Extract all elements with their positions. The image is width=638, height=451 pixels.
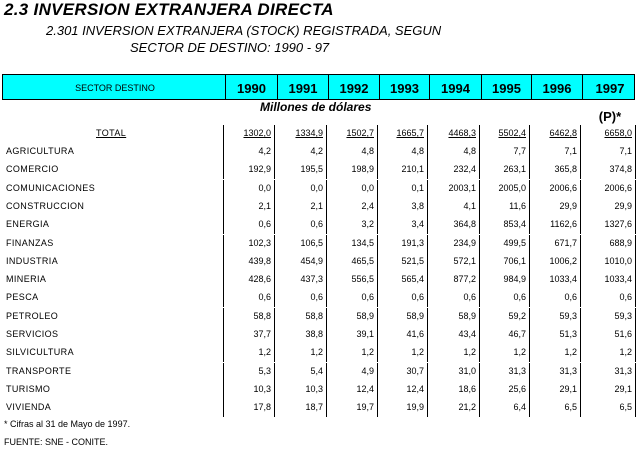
table-cell: 192,9 <box>248 164 271 175</box>
table-cell: 4,2 <box>310 146 323 156</box>
table-cell: 877,2 <box>453 274 476 285</box>
table-cell: 18,7 <box>305 402 323 413</box>
table-cell: 2005,0 <box>498 182 526 193</box>
table-cell: 10,3 <box>305 383 323 394</box>
year-header-cell: 1997 (P)* <box>582 75 637 99</box>
column-divider <box>635 125 636 143</box>
total-cell: 6462,8 <box>549 128 577 138</box>
table-cell: 3,4 <box>411 219 424 230</box>
table-cell: 0,6 <box>513 292 526 303</box>
table-cell: 31,3 <box>614 365 632 376</box>
column-divider <box>635 253 636 271</box>
table-cell: 4,8 <box>463 146 476 156</box>
table-subtitle-period: SECTOR DE DESTINO: 1990 - 97 <box>130 40 330 55</box>
table-row <box>0 271 638 289</box>
column-divider <box>635 381 636 399</box>
sector-label: COMUNICACIONES <box>6 182 96 193</box>
table-cell: 671,7 <box>554 237 577 248</box>
table-cell: 2,1 <box>258 200 271 211</box>
column-divider <box>635 198 636 216</box>
table-cell: 51,6 <box>614 329 632 339</box>
table-cell: 437,3 <box>300 274 323 285</box>
table-cell: 232,4 <box>453 164 476 175</box>
table-cell: 0,0 <box>310 182 323 193</box>
table-cell: 0,6 <box>310 219 323 230</box>
year-header-cell: 1992 <box>328 75 379 99</box>
table-cell: 5,3 <box>258 365 271 376</box>
table-row <box>0 289 638 307</box>
column-divider <box>635 271 636 289</box>
table-cell: 29,9 <box>559 200 577 211</box>
total-cell: 1334,9 <box>295 128 323 138</box>
table-cell: 1327,6 <box>604 219 632 230</box>
table-row <box>0 143 638 161</box>
column-divider <box>635 235 636 253</box>
table-cell: 41,6 <box>406 329 424 339</box>
column-divider <box>635 180 636 198</box>
table-cell: 6,5 <box>619 402 632 413</box>
table-cell: 59,3 <box>559 310 577 321</box>
table-cell: 465,5 <box>351 255 374 266</box>
year-header-cell: 1993 <box>379 75 429 99</box>
column-divider <box>635 326 636 344</box>
table-cell: 565,4 <box>401 274 424 285</box>
table-cell: 0,6 <box>258 219 271 230</box>
source-note: FUENTE: SNE - CONITE. <box>4 437 109 447</box>
total-cell: 4468,3 <box>448 128 476 138</box>
sector-label: MINERIA <box>6 274 47 285</box>
sector-label: SERVICIOS <box>6 329 59 339</box>
table-cell: 17,8 <box>253 402 271 413</box>
year-header-cell: 1995 <box>481 75 531 99</box>
table-cell: 58,9 <box>356 310 374 321</box>
sector-header-label: SECTOR DESTINO <box>75 83 155 93</box>
table-cell: 195,5 <box>300 164 323 175</box>
table-cell: 2006,6 <box>604 182 632 193</box>
table-cell: 1162,6 <box>550 219 577 230</box>
table-row <box>0 308 638 326</box>
table-row <box>0 180 638 198</box>
table-cell: 364,8 <box>453 219 476 230</box>
year-header-cell: 1990 <box>225 75 277 99</box>
year-header-cell: 1996 <box>531 75 582 99</box>
table-cell: 0,1 <box>411 182 424 193</box>
table-cell: 853,4 <box>503 219 526 230</box>
table-row <box>0 235 638 253</box>
table-row <box>0 399 638 417</box>
sector-label: AGRICULTURA <box>6 146 75 156</box>
table-row <box>0 198 638 216</box>
table-cell: 0,6 <box>361 292 374 303</box>
table-cell: 1010,0 <box>604 255 632 266</box>
table-cell: 1,2 <box>361 347 374 358</box>
table-cell: 106,5 <box>300 237 323 248</box>
year-header-cell: 1994 <box>429 75 481 99</box>
table-cell: 4,9 <box>361 365 374 376</box>
table-cell: 2,4 <box>361 200 374 211</box>
table-cell: 39,1 <box>356 329 374 339</box>
table-cell: 1,2 <box>564 347 577 358</box>
table-cell: 210,1 <box>401 164 424 175</box>
total-cell: 1502,7 <box>346 128 374 138</box>
table-cell: 1,2 <box>463 347 476 358</box>
table-cell: 31,0 <box>458 365 476 376</box>
table-cell: 572,1 <box>453 255 476 266</box>
table-cell: 11,6 <box>509 200 526 211</box>
sector-label: COMERCIO <box>6 164 59 175</box>
table-cell: 0,0 <box>361 182 374 193</box>
table-row <box>0 326 638 344</box>
column-divider <box>635 308 636 326</box>
table-cell: 12,4 <box>356 383 374 394</box>
table-cell: 706,1 <box>503 255 526 266</box>
footnote-cutoff: * Cifras al 31 de Mayo de 1997. <box>4 419 131 429</box>
table-cell: 1033,4 <box>549 274 577 285</box>
total-cell: 1665,7 <box>396 128 424 138</box>
table-row <box>0 363 638 381</box>
table-cell: 439,8 <box>248 255 271 266</box>
table-cell: 499,5 <box>503 237 526 248</box>
table-cell: 0,6 <box>564 292 577 303</box>
table-cell: 38,8 <box>305 329 323 339</box>
sector-label: TRANSPORTE <box>6 365 72 376</box>
table-cell: 2003,1 <box>448 182 476 193</box>
table-cell: 0,6 <box>411 292 424 303</box>
table-cell: 31,3 <box>508 365 526 376</box>
table-cell: 688,9 <box>609 237 632 248</box>
table-cell: 4,8 <box>411 146 424 156</box>
total-cell: 1302,0 <box>243 128 271 138</box>
page-title: 2.3 INVERSION EXTRANJERA DIRECTA <box>4 0 334 19</box>
table-cell: 43,4 <box>458 329 476 339</box>
table-cell: 191,3 <box>401 237 424 248</box>
sector-label: VIVIENDA <box>6 402 52 413</box>
units-label: Millones de dólares <box>260 100 372 114</box>
table-cell: 1,2 <box>310 347 323 358</box>
table-cell: 198,9 <box>351 164 374 175</box>
total-label: TOTAL <box>96 128 127 138</box>
table-cell: 58,9 <box>406 310 424 321</box>
column-divider <box>635 363 636 381</box>
table-row <box>0 381 638 399</box>
table-cell: 365,8 <box>554 164 577 175</box>
table-cell: 59,3 <box>614 310 632 321</box>
table-cell: 3,2 <box>361 219 374 230</box>
table-cell: 4,1 <box>463 200 476 211</box>
sector-label: TURISMO <box>6 383 51 394</box>
table-cell: 31,3 <box>559 365 577 376</box>
column-divider <box>635 289 636 307</box>
table-cell: 1,2 <box>411 347 424 358</box>
table-cell: 374,8 <box>609 164 632 175</box>
table-cell: 0,6 <box>463 292 476 303</box>
table-cell: 6,4 <box>513 402 526 413</box>
table-cell: 428,6 <box>248 274 271 285</box>
table-cell: 1006,2 <box>549 255 577 266</box>
table-cell: 234,9 <box>453 237 476 248</box>
table-cell: 6,5 <box>564 402 577 413</box>
table-cell: 454,9 <box>300 255 323 266</box>
table-cell: 4,2 <box>258 146 271 156</box>
table-cell: 25,6 <box>508 383 526 394</box>
table-cell: 134,5 <box>351 237 374 248</box>
table-subtitle: 2.301 INVERSION EXTRANJERA (STOCK) REGISTRADA, SEGUN <box>46 23 442 38</box>
table-cell: 5,4 <box>310 365 323 376</box>
table-row <box>0 216 638 234</box>
sector-label: SILVICULTURA <box>6 347 74 358</box>
total-cell: 6658,0 <box>604 128 632 138</box>
table-cell: 263,1 <box>503 164 526 175</box>
table-cell: 7,7 <box>513 146 526 156</box>
table-cell: 29,1 <box>614 383 632 394</box>
table-cell: 4,8 <box>361 146 374 156</box>
table-cell: 0,6 <box>619 292 632 303</box>
column-divider <box>635 143 636 161</box>
table-cell: 984,9 <box>503 274 526 285</box>
table-cell: 0,0 <box>258 182 271 193</box>
table-cell: 58,8 <box>253 310 271 321</box>
sector-label: ENERGIA <box>6 219 50 230</box>
sector-label: INDUSTRIA <box>6 255 59 266</box>
table-cell: 7,1 <box>564 146 577 156</box>
table-cell: 46,7 <box>508 329 526 339</box>
table-cell: 1033,4 <box>604 274 632 285</box>
table-cell: 19,7 <box>356 402 374 413</box>
column-divider <box>635 399 636 417</box>
table-cell: 58,8 <box>305 310 323 321</box>
table-cell: 7,1 <box>619 146 632 156</box>
table-cell: 19,9 <box>406 402 424 413</box>
table-cell: 37,7 <box>253 329 271 339</box>
table-cell: 521,5 <box>401 255 424 266</box>
table-cell: 59,2 <box>508 310 526 321</box>
sector-label: CONSTRUCCION <box>6 200 85 211</box>
table-row <box>0 253 638 271</box>
sector-label: PETROLEO <box>6 310 59 321</box>
table-cell: 18,6 <box>458 383 476 394</box>
column-divider <box>635 344 636 362</box>
table-cell: 12,4 <box>406 383 424 394</box>
table-cell: 1,2 <box>619 347 632 358</box>
table-cell: 29,1 <box>559 383 577 394</box>
table-cell: 1,2 <box>258 347 271 358</box>
table-cell: 0,6 <box>310 292 323 303</box>
column-divider <box>635 216 636 234</box>
table-cell: 0,6 <box>258 292 271 303</box>
table-cell: 21,2 <box>458 402 476 413</box>
table-cell: 29,9 <box>614 200 632 211</box>
table-cell: 3,8 <box>411 200 424 211</box>
year-header-cell: 1991 <box>277 75 328 99</box>
sector-label: FINANZAS <box>6 237 54 248</box>
table-cell: 2,1 <box>310 200 323 211</box>
table-cell: 1,2 <box>513 347 526 358</box>
sector-label: PESCA <box>6 292 39 303</box>
table-cell: 2006,6 <box>549 182 577 193</box>
table-cell: 102,3 <box>248 237 271 248</box>
table-cell: 58,9 <box>458 310 476 321</box>
column-divider <box>635 161 636 179</box>
total-row <box>0 125 638 143</box>
table-cell: 51,3 <box>559 329 577 339</box>
table-cell: 556,5 <box>351 274 374 285</box>
table-cell: 30,7 <box>406 365 424 376</box>
table-row <box>0 161 638 179</box>
total-cell: 5502,4 <box>498 128 526 138</box>
table-row <box>0 344 638 362</box>
table-cell: 10,3 <box>253 383 271 394</box>
